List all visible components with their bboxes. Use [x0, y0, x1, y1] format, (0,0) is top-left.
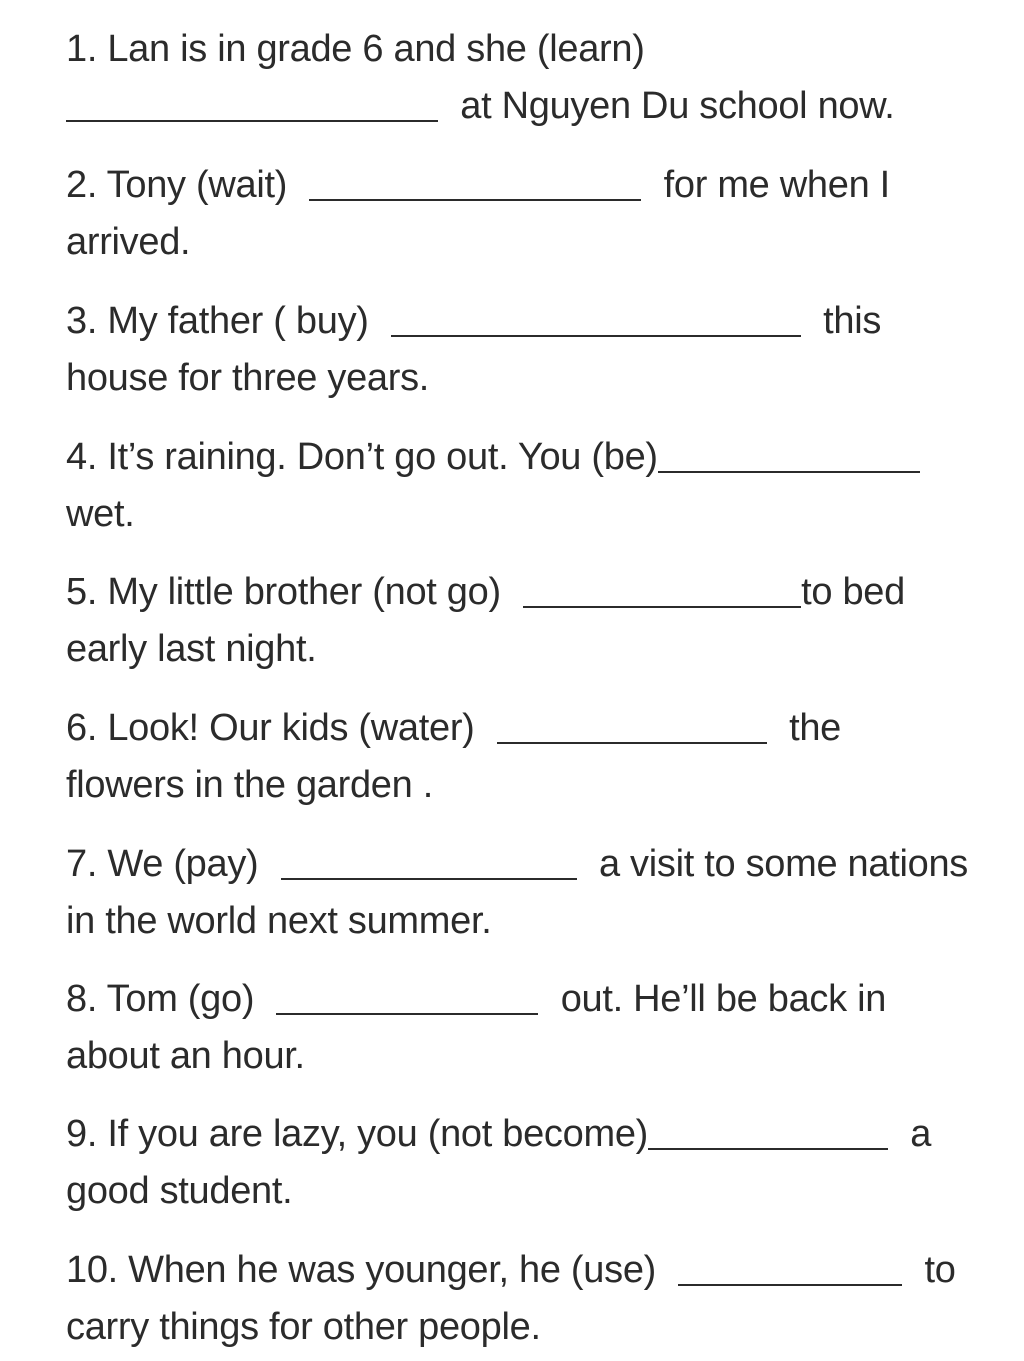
item-4-answer-blank[interactable] [658, 431, 920, 473]
item-5-wrap: early last night. [66, 628, 317, 670]
item-10-continuation: to [924, 1249, 956, 1291]
item-9-prompt: 9. If you are lazy, you (not become) [66, 1113, 649, 1155]
item-10-line-1 [66, 1241, 956, 1299]
item-7-answer-blank[interactable] [281, 838, 577, 880]
item-7-wrap: in the world next summer. [66, 900, 492, 942]
item-1-prompt: 1. Lan is in grade 6 and she (learn) [66, 28, 645, 70]
item-1-line-2 [66, 77, 895, 135]
item-3-prompt: 3. My father ( buy) [66, 300, 369, 342]
item-10-prompt: 10. When he was younger, he (use) [66, 1249, 657, 1291]
item-8-wrap: about an hour. [66, 1035, 305, 1077]
item-10-line-2 [66, 1298, 541, 1356]
item-3-line-1 [66, 292, 881, 350]
item-8-continuation: out. He’ll be back in [560, 978, 887, 1020]
item-6-answer-blank[interactable] [497, 702, 767, 744]
item-1-line-1 [66, 20, 645, 78]
item-2-line-2 [66, 213, 190, 271]
item-1-continuation: at Nguyen Du school now. [460, 85, 895, 127]
item-8-line-1 [66, 970, 886, 1028]
item-2-continuation: for me when I [663, 164, 890, 206]
item-9-continuation: a [910, 1113, 932, 1155]
item-2-prompt: 2. Tony (wait) [66, 164, 288, 206]
item-3-line-2 [66, 349, 429, 407]
item-8-line-2 [66, 1027, 305, 1085]
item-6-prompt: 6. Look! Our kids (water) [66, 707, 475, 749]
item-5-line-2 [66, 620, 316, 678]
item-4-prompt: 4. It’s raining. Don’t go out. You (be) [66, 436, 658, 478]
item-3-wrap: house for three years. [66, 357, 430, 399]
item-9-line-2 [66, 1162, 292, 1220]
item-5-line-1 [66, 563, 905, 621]
item-6-continuation: the [789, 707, 842, 749]
item-10-wrap: carry things for other people. [66, 1306, 541, 1348]
item-10-answer-blank[interactable] [678, 1244, 902, 1286]
item-6-line-2 [66, 756, 433, 814]
item-4-line-1 [66, 428, 920, 486]
item-9-wrap: good student. [66, 1170, 293, 1212]
item-1-answer-blank[interactable] [66, 80, 438, 122]
item-2-wrap: arrived. [66, 221, 191, 263]
item-3-answer-blank[interactable] [391, 295, 801, 337]
item-4-line-2 [66, 485, 135, 543]
item-9-line-1 [66, 1105, 931, 1163]
item-7-prompt: 7. We (pay) [66, 843, 259, 885]
item-4-wrap: wet. [66, 493, 135, 535]
item-7-line-1 [66, 835, 968, 893]
item-7-line-2 [66, 892, 491, 950]
item-8-prompt: 8. Tom (go) [66, 978, 255, 1020]
item-7-continuation: a visit to some nations [598, 843, 968, 885]
item-8-answer-blank[interactable] [276, 973, 538, 1015]
item-2-answer-blank[interactable] [309, 159, 641, 201]
item-5-answer-blank[interactable] [523, 566, 801, 608]
item-6-wrap: flowers in the garden . [66, 764, 433, 806]
item-2-line-1 [66, 156, 890, 214]
item-5-continuation: to bed [801, 571, 905, 613]
item-6-line-1 [66, 699, 841, 757]
item-9-answer-blank[interactable] [648, 1108, 888, 1150]
item-3-continuation: this [823, 300, 882, 342]
item-5-prompt: 5. My little brother (not go) [66, 571, 501, 613]
